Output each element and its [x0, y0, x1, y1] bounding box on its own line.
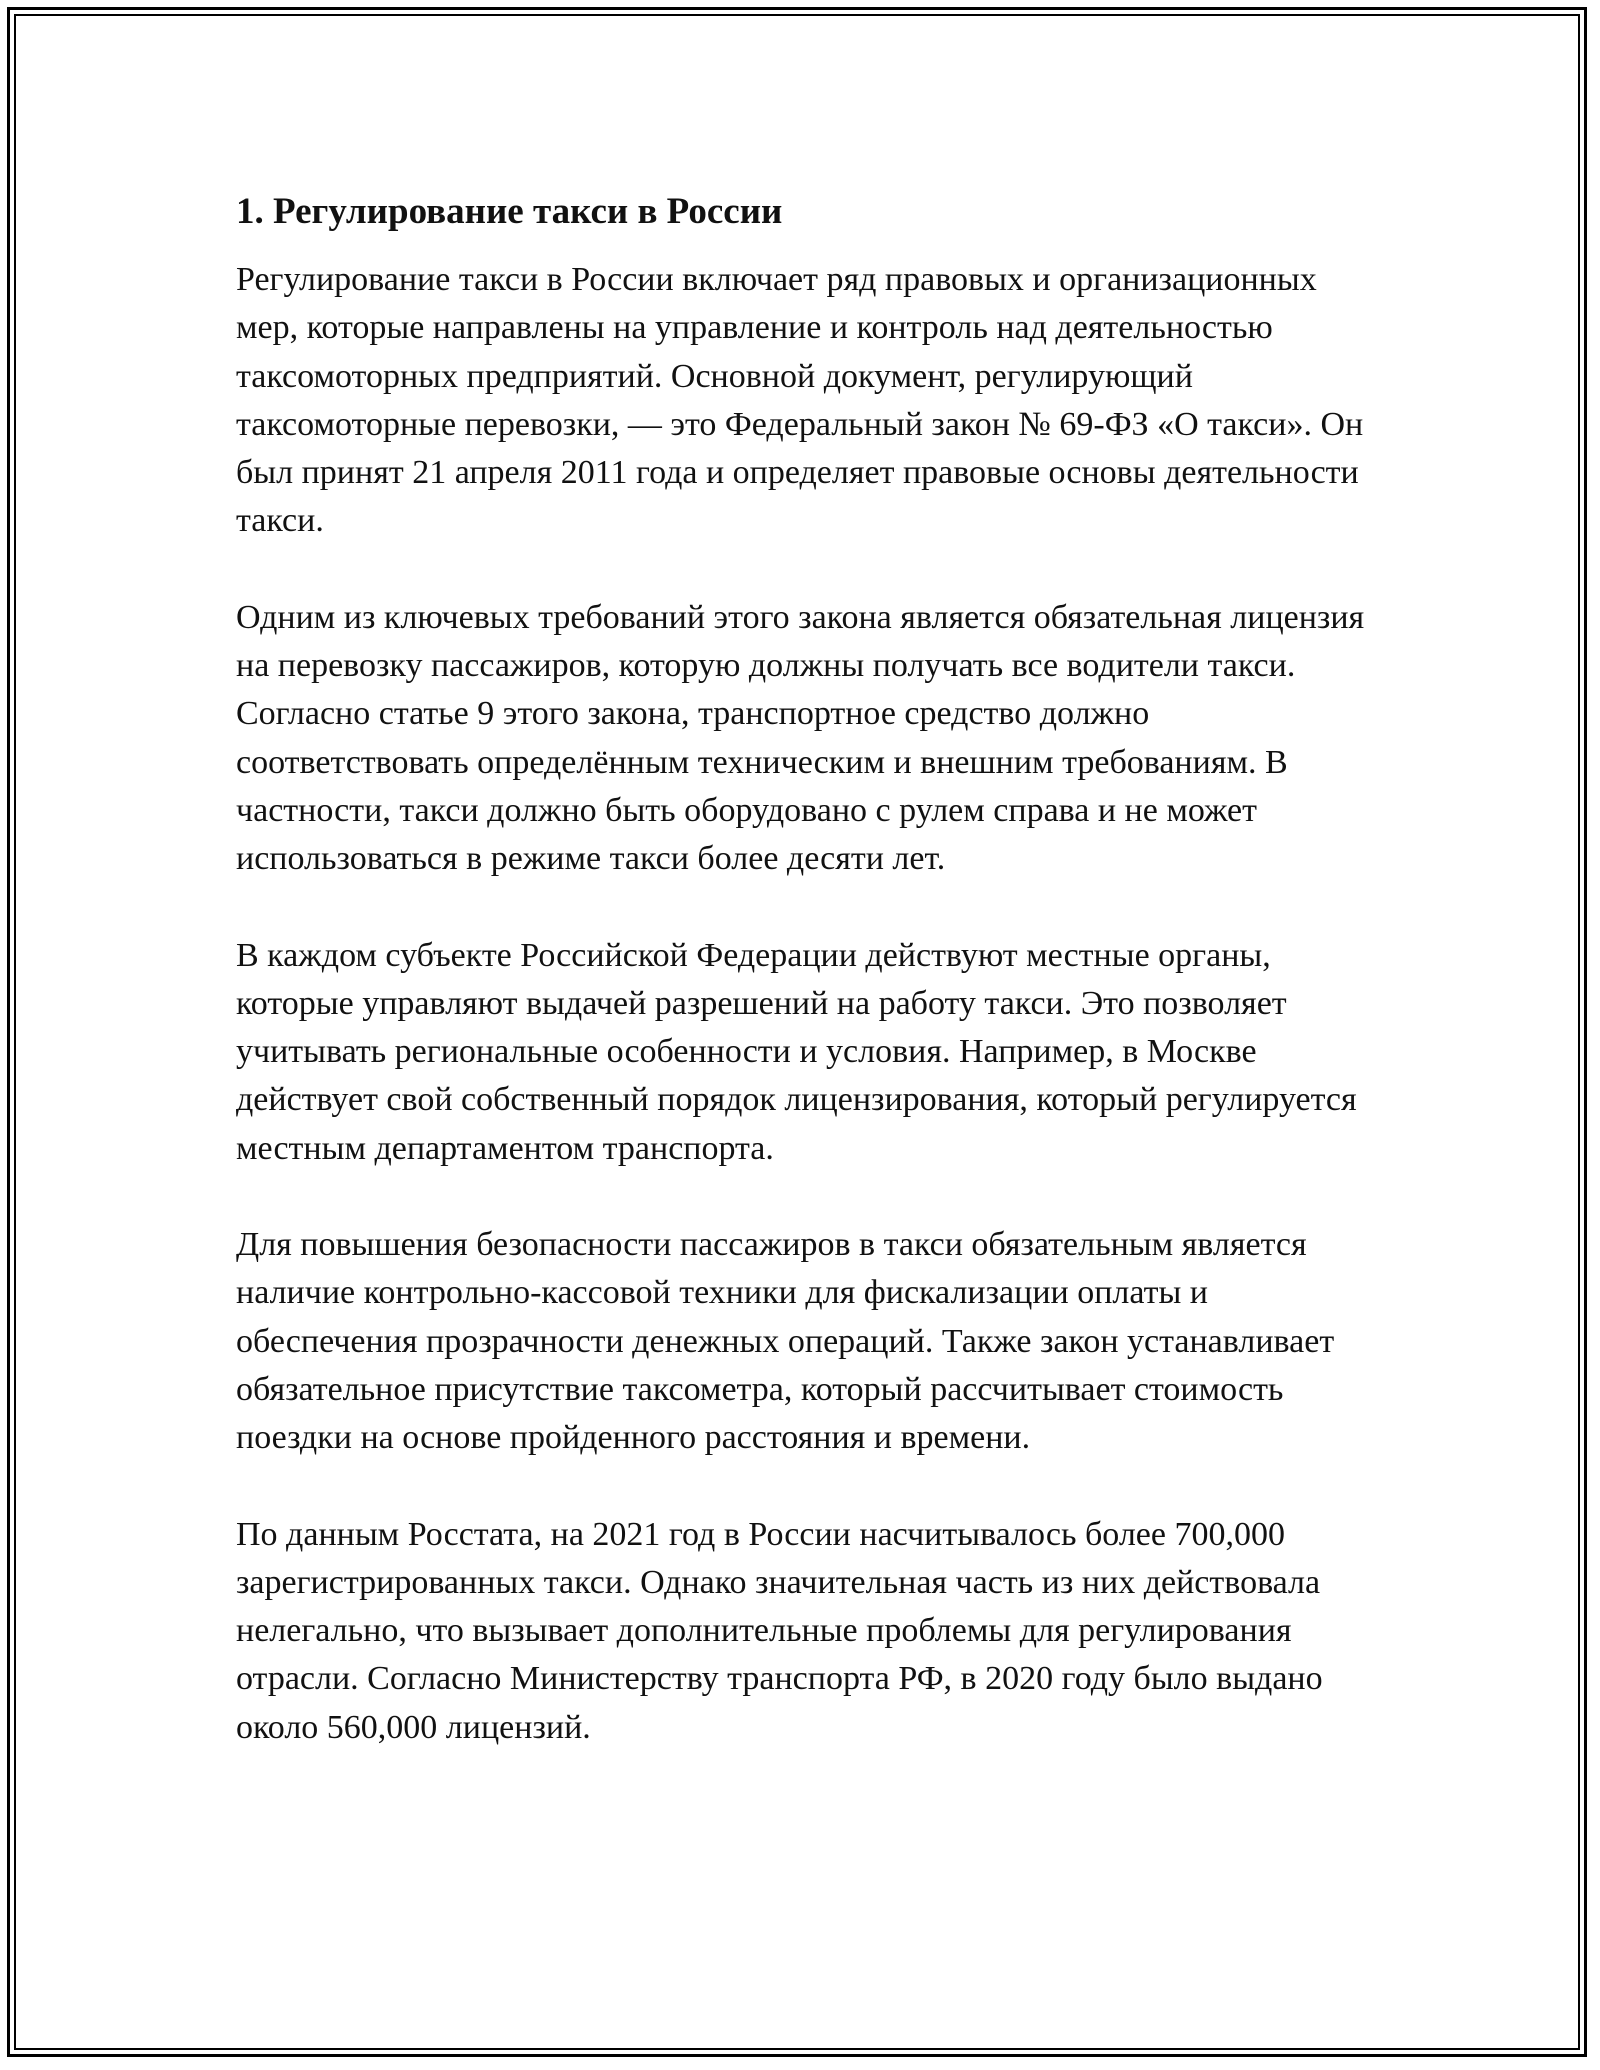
paragraph-1: Регулирование такси в России включает ряд правовых и организационных мер, которые направлены на управление и контроль над деятельностью таксомоторных предприятий. Основной документ, регулирующий таксомоторные перевозки, — это Федеральный закон № 69-ФЗ «О такси». Он был принят 21 апреля 2011 года и определяет правовые основы деятельности такси. — [236, 261, 1364, 540]
section-heading: 1. Регулирование такси в России — [236, 191, 783, 232]
document-body — [236, 186, 1376, 1800]
paragraph-3: В каждом субъекте Российской Федерации действуют местные органы, которые управляют выдачей разрешений на работу такси. Это позволяет учитывать региональные особенности и условия. Например, в Москве действует свой собственный порядок лицензирования, который регулируется местным департаментом транспорта. — [236, 936, 1357, 1167]
paragraph-4: Для повышения безопасности пассажиров в такси обязательным является наличие контрольно-кассовой техники для фискализации оплаты и обеспечения прозрачности денежных операций. Также закон устанавливает обязательное присутствие таксометра, который рассчитывает стоимость поездки на основе пройденного расстояния и времени. — [236, 1226, 1335, 1457]
paragraph-5: По данным Росстата, на 2021 год в России насчитывалось более 700,000 зарегистрированных такси. Однако значительная часть из них действовала нелегально, что вызывает дополнительные проблемы для регулирования отрасли. Согласно Министерству транспорта РФ, в 2020 году было выдано около 560,000 лицензий. — [236, 1515, 1323, 1746]
paragraph-2: Одним из ключевых требований этого закона является обязательная лицензия на перевозку пассажиров, которую должны получать все водители такси. Согласно статье 9 этого закона, транспортное средство должно соответствовать определённым техническим и внешним требованиям. В частности, такси должно быть оборудовано с рулем справа и не может использоваться в режиме такси более десяти лет. — [236, 598, 1365, 878]
